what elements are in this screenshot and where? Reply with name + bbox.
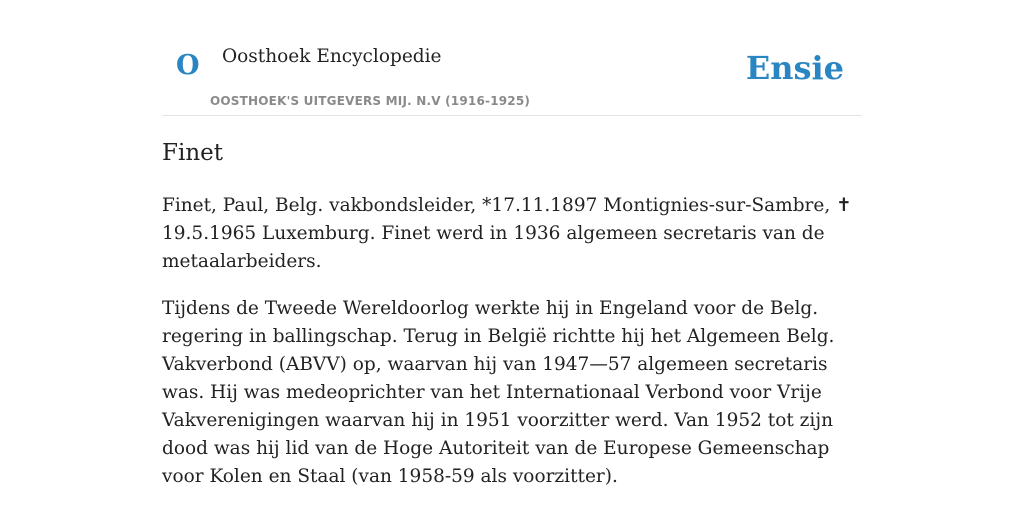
site-title[interactable]: Oosthoek Encyclopedie	[222, 46, 442, 67]
article-title: Finet	[162, 140, 223, 166]
brand-logo[interactable]: Ensie	[745, 49, 844, 87]
site-header	[162, 0, 862, 116]
article-body	[162, 192, 862, 510]
article-paragraph: Tijdens de Tweede Wereldoorlog werkte hij in Engeland voor de Belg. regering in ballingschap. Terug in België richtte hij het Algemeen Belg. Vakverbond (ABVV) op, waarvan hij van 1947—57 algemeen secretaris was. Hij was medeoprichter van het Internationaal Verbond voor Vrije Vakverenigingen waarvan hij in 1951 voorzitter werd. Van 1952 tot zijn dood was hij lid van de Hoge Autoriteit van de Europese Gemeenschap voor Kolen en Staal (van 1958-59 als voorzitter).	[162, 298, 835, 487]
page-container	[162, 0, 862, 487]
article-paragraph: Finet, Paul, Belg. vakbondsleider, *17.11.1897 Montignies-sur-Sambre, ✝ 19.5.1965 Luxemburg. Finet werd in 1936 algemeen secretaris van de metaalarbeiders.	[162, 195, 852, 272]
publisher-line: OOSTHOEK'S UITGEVERS MIJ. N.V (1916-1925)	[210, 94, 531, 108]
site-logo[interactable]: O	[176, 50, 200, 81]
